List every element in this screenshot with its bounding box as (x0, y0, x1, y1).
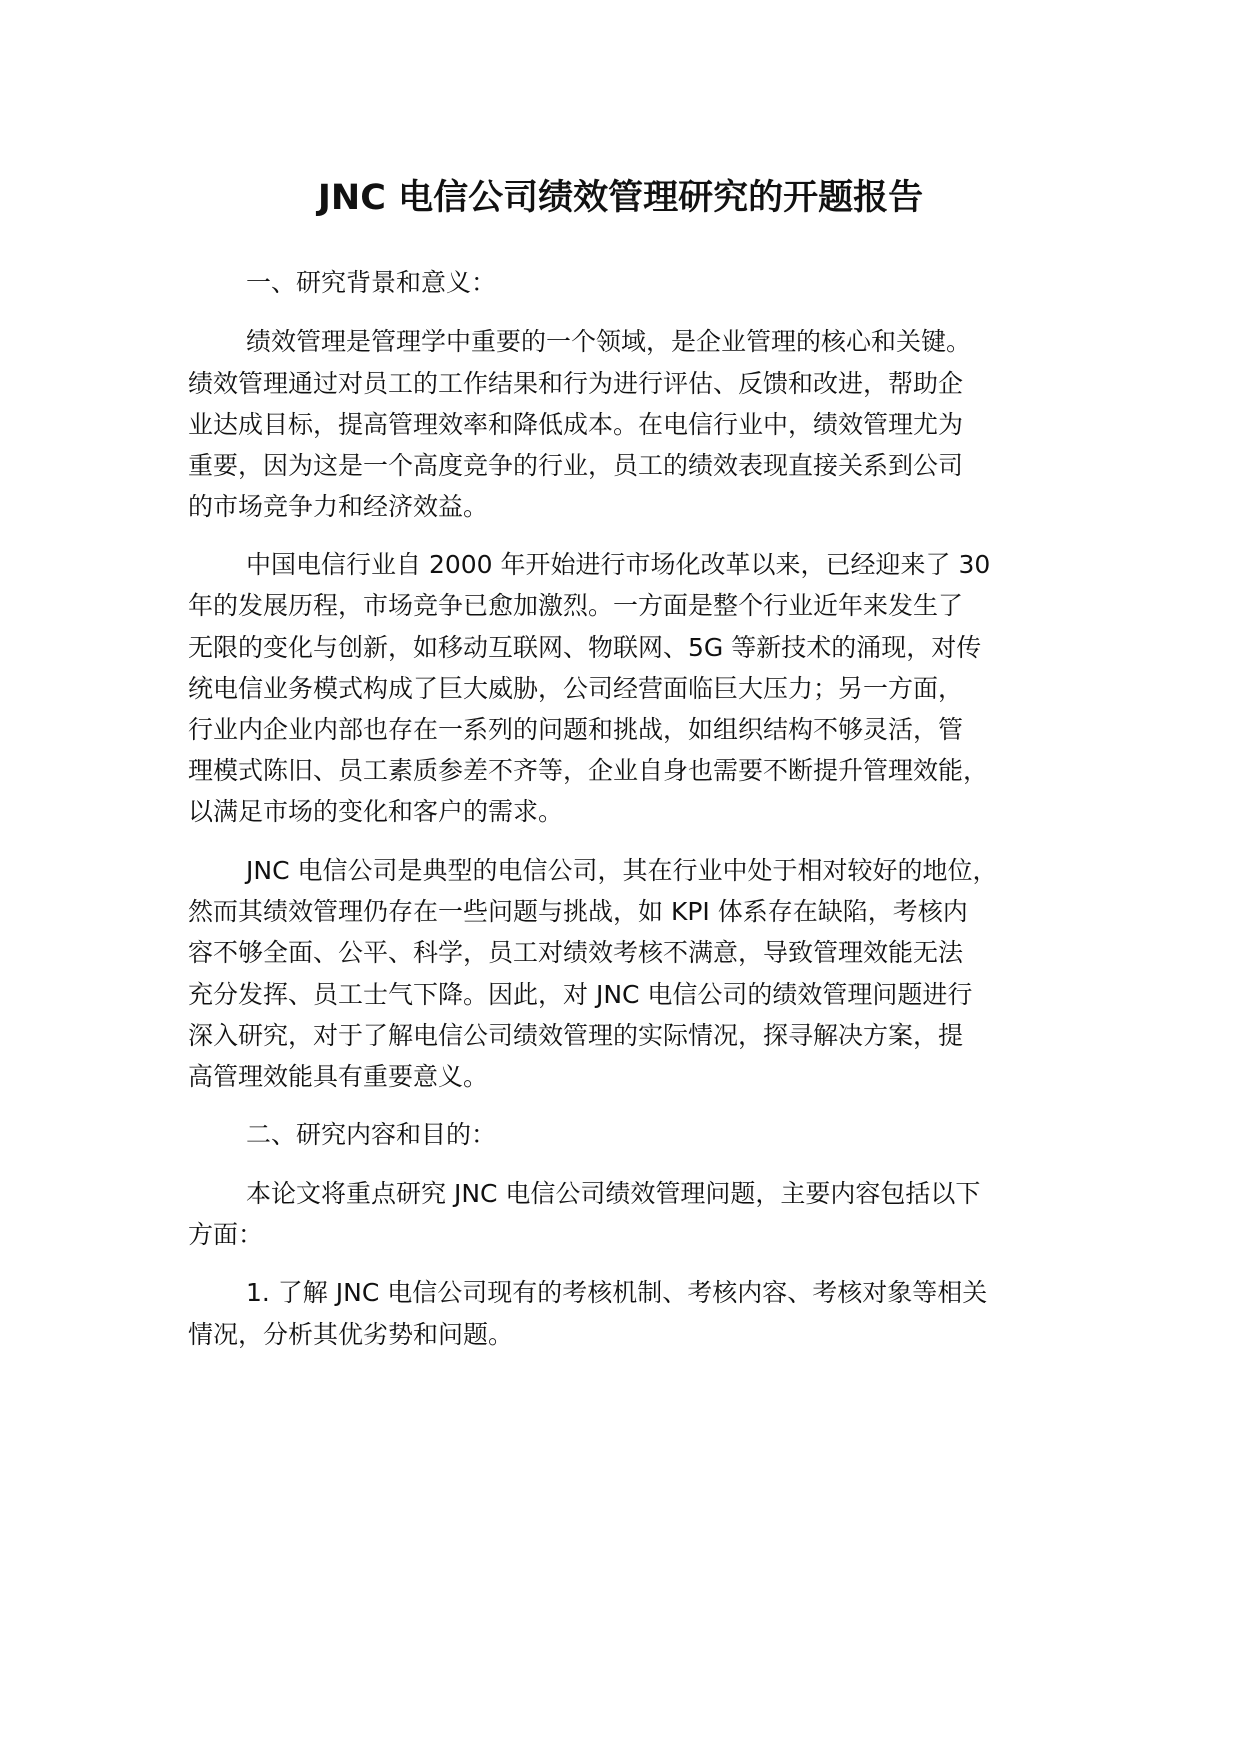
paragraph-line: 中国电信行业自 2000 年开始进行市场化改革以来，已经迎来了 30 (246, 550, 991, 579)
paragraph-line: 绩效管理通过对员工的工作结果和行为进行评估、反馈和改进，帮助企 (188, 369, 964, 398)
paragraph-line: 统电信业务模式构成了巨大威胁，公司经营面临巨大压力；另一方面， (188, 674, 964, 703)
paragraph-line: 年的发展历程，市场竞争已愈加激烈。一方面是整个行业近年来发生了 (188, 591, 964, 620)
paragraph-line: 深入研究，对于了解电信公司绩效管理的实际情况，探寻解决方案，提 (188, 1021, 964, 1050)
section-heading-content: 二、研究内容和目的： (246, 1120, 497, 1149)
section-heading-background: 一、研究背景和意义： (246, 268, 497, 297)
paragraph-line: 本论文将重点研究 JNC 电信公司绩效管理问题，主要内容包括以下 (246, 1179, 981, 1208)
paragraph-line: 行业内企业内部也存在一系列的问题和挑战，如组织结构不够灵活，管 (188, 715, 964, 744)
paragraph-line: 容不够全面、公平、科学，员工对绩效考核不满意，导致管理效能无法 (188, 938, 964, 967)
paragraph-line: JNC 电信公司是典型的电信公司，其在行业中处于相对较好的地位， (246, 856, 998, 885)
paragraph-line: 业达成目标，提高管理效率和降低成本。在电信行业中，绩效管理尤为 (188, 410, 964, 439)
list-item-line: 1. 了解 JNC 电信公司现有的考核机制、考核内容、考核对象等相关 (246, 1278, 988, 1307)
paragraph-line: 高管理效能具有重要意义。 (188, 1062, 489, 1091)
paragraph-line: 绩效管理是管理学中重要的一个领域，是企业管理的核心和关键。 (246, 327, 972, 356)
paragraph-line: 方面： (188, 1220, 264, 1249)
paragraph-line: 的市场竞争力和经济效益。 (188, 492, 489, 521)
list-item-line: 情况，分析其优劣势和问题。 (188, 1320, 514, 1349)
paragraph-line: 理模式陈旧、员工素质参差不齐等，企业自身也需要不断提升管理效能， (188, 756, 989, 785)
paragraph-line: 重要，因为这是一个高度竞争的行业，员工的绩效表现直接关系到公司 (188, 451, 964, 480)
paragraph-line: 无限的变化与创新，如移动互联网、物联网、5G 等新技术的涌现，对传 (188, 633, 982, 662)
document-title: JNC 电信公司绩效管理研究的开题报告 (317, 178, 924, 218)
paragraph-line: 充分发挥、员工士气下降。因此，对 JNC 电信公司的绩效管理问题进行 (188, 980, 973, 1009)
paragraph-line: 以满足市场的变化和客户的需求。 (188, 797, 564, 826)
paragraph-line: 然而其绩效管理仍存在一些问题与挑战，如 KPI 体系存在缺陷，考核内 (188, 897, 968, 926)
